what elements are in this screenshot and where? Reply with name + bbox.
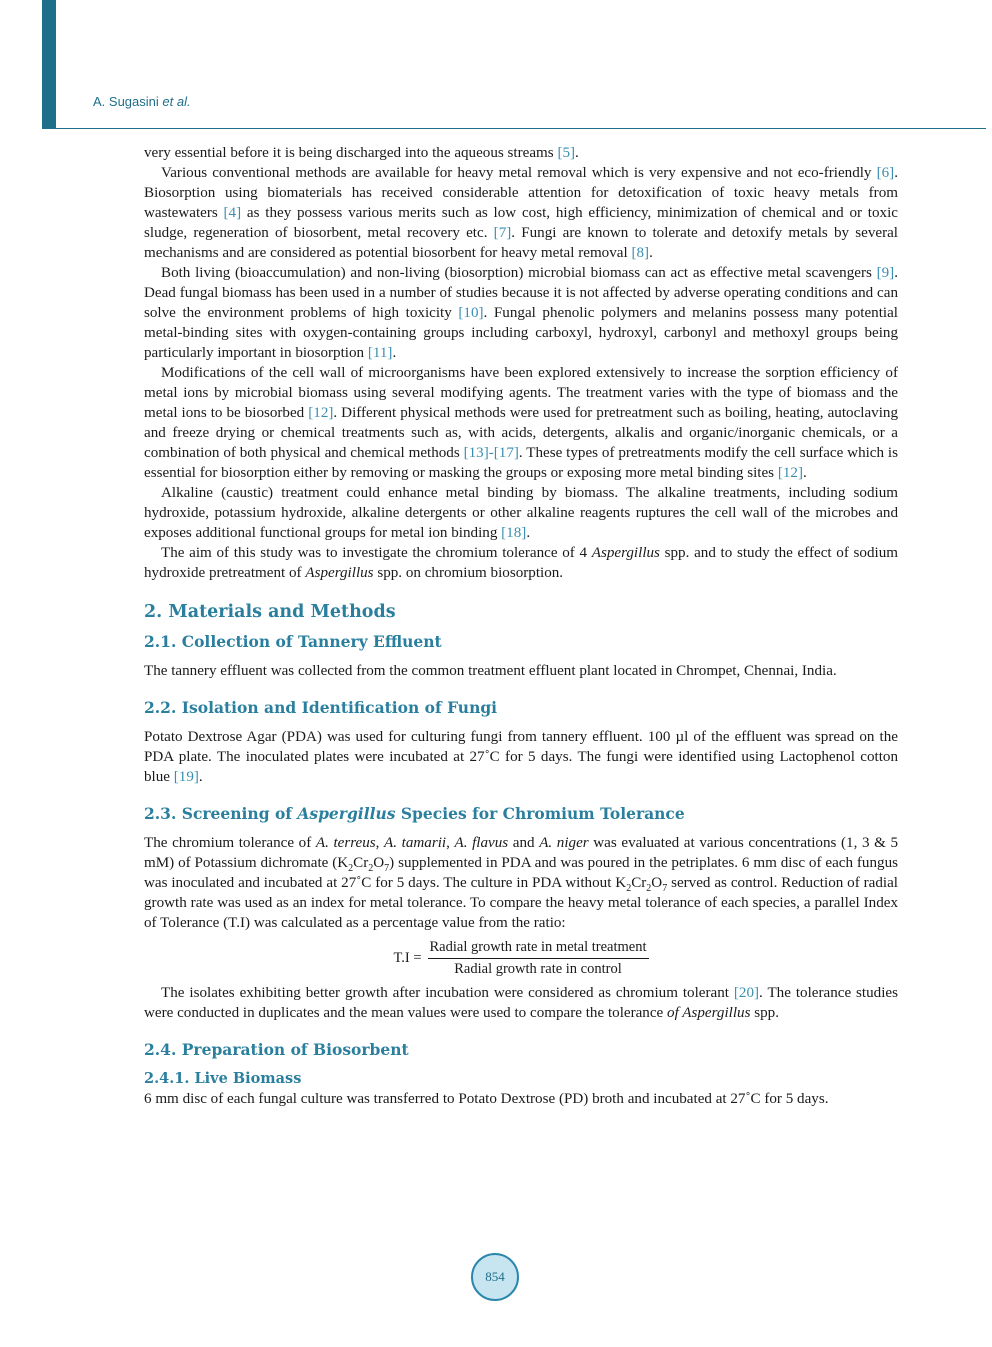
intro-paragraph-0: very essential before it is being discharged into the aqueous streams [5]. <box>144 145 579 161</box>
intro-paragraph-2: Both living (bioaccumulation) and non-living (biosorption) microbial biomass can act as effective metal scavengers [9]. Dead fungal biomass has been used in a number of studies because it is not affected by adverse operating conditions and can solve the environment problems of high toxicity [10]. Fungal phenolic polymers and melanins possess many potential metal-binding sites with oxygen-containing groups including carboxyl, hydroxyl, carbonyl and methoxyl groups being particularly important in biosorption [11]. <box>144 265 898 361</box>
running-header-author: A. Sugasini et al. <box>93 94 191 109</box>
citation-link[interactable]: [5] <box>557 145 576 161</box>
citation-link[interactable]: [18] <box>501 525 527 541</box>
intro-paragraph-3: Modifications of the cell wall of microorganisms have been explored extensively to increase the sorption efficiency of metal ions by microbial biomass using several modifying agents. The treatment varies with the type of biomass and the metal ions to be biosorbed [12]. Different physical methods were used for pretreatment such as boiling, heating, autoclaving and freeze drying or chemical treatments such as, with acids, detergents, alkalis and organic/inorganic chemicals, or a combination of both physical and chemical methods [13]-[17]. These types of pretreatments modify the cell surface which is essential for biosorption either by removing or masking the groups or exposing more metal binding sites [12]. <box>144 365 899 481</box>
citation-link[interactable]: [11] <box>367 345 393 361</box>
tolerance-index-formula <box>144 937 898 979</box>
paragraph-2-3: The chromium tolerance of A. terreus, A. tamarii, A. flavus and A. niger was evaluated at various concentrations (1, 3 & 5 mM) of Potassium dichromate $(K_2Cr_2O_7)$ supplemented in PDA and was poured in the petriplates. 6 mm disc of each fungus was inoculated and incubated at 27˚C for 5 days. The culture in PDA without $K_2Cr_2O_7$ served as control. Reduction of radial growth rate was used as an index for metal tolerance. To compare the heavy metal tolerance of each species, a parallel Index of Tolerance (T.I) was calculated as a percentage value from the ratio: <box>144 835 899 931</box>
citation-link[interactable]: [9] <box>876 265 895 281</box>
page-number-badge: 854 <box>471 1253 519 1301</box>
paragraph-2-4-1: 6 mm disc of each fungal culture was transferred to Potato Dextrose (PD) broth and incubated at 27˚C for 5 days. <box>144 1091 829 1107</box>
formula-lhs: T.I = <box>393 949 422 966</box>
subsubsection-heading-2-4-1: 2.4.1. Live Biomass <box>144 1070 302 1087</box>
citation-link[interactable]: [10] <box>458 305 484 321</box>
citation-link[interactable]: [20] <box>733 985 760 1001</box>
citation-link[interactable]: [4] <box>223 205 242 221</box>
subsection-heading-2-1: 2.1. Collection of Tannery Effluent <box>144 632 442 651</box>
subsection-heading-2-4: 2.4. Preparation of Biosorbent <box>144 1040 409 1059</box>
formula-numerator: Radial growth rate in metal treatment <box>428 939 649 959</box>
citation-link[interactable]: [6] <box>876 165 895 181</box>
intro-paragraph-4: Alkaline (caustic) treatment could enhance metal binding by biomass. The alkaline treatments, including sodium hydroxide, potassium hydroxide, alkaline detergents or other alkaline reagents ruptures the cell wall of the microbes and exposes additional functional groups for metal ion binding [18]. <box>144 485 898 541</box>
citation-link[interactable]: [8] <box>631 245 650 261</box>
intro-paragraph-5: The aim of this study was to investigate the chromium tolerance of 4 Aspergillus spp. and to study the effect of sodium hydroxide pretreatment of Aspergillus spp. on chromium biosorption. <box>144 545 899 581</box>
citation-link[interactable]: [19] <box>173 769 199 785</box>
intro-paragraph-1: Various conventional methods are available for heavy metal removal which is very expensive and not eco-friendly [6]. Biosorption using biomaterials has received considerable attention for detoxification of toxic heavy metals from wastewaters [4] as they possess various merits such as low cost, high efficiency, minimization of chemical and or toxic sludge, regeneration of biosorbent, metal recovery etc. [7]. Fungi are known to tolerate and detoxify metals by several mechanisms and are considered as potential biosorbent for heavy metal removal [8]. <box>144 165 898 261</box>
formula-denominator: Radial growth rate in control <box>454 960 622 977</box>
article-body <box>144 143 898 1109</box>
citation-link[interactable]: [12] <box>777 465 803 481</box>
subsection-heading-2-3: 2.3. Screening of Aspergillus Species for Chromium Tolerance <box>144 804 685 823</box>
citation-link[interactable]: [13]-[17] <box>463 445 519 461</box>
paragraph-2-1: The tannery effluent was collected from the common treatment effluent plant located in Chrompet, Chennai, India. <box>144 663 837 679</box>
paragraph-2-2: Potato Dextrose Agar (PDA) was used for culturing fungi from tannery effluent. 100 µl of the effluent was spread on the PDA plate. The inoculated plates were incubated at 27˚C for 5 days. The fungi were identified using Lactophenol cotton blue [19]. <box>144 729 898 785</box>
header-rule <box>42 128 986 129</box>
citation-link[interactable]: [12] <box>308 405 334 421</box>
header-side-bar <box>42 0 56 128</box>
section-heading-materials-methods: 2. Materials and Methods <box>144 602 396 622</box>
citation-link[interactable]: [7] <box>493 225 512 241</box>
paragraph-2-3-after: The isolates exhibiting better growth after incubation were considered as chromium tolerant [20]. The tolerance studies were conducted in duplicates and the mean values were used to compare the tolerance of Aspergillus spp. <box>144 985 898 1021</box>
subsection-heading-2-2: 2.2. Isolation and Identification of Fungi <box>144 698 498 717</box>
